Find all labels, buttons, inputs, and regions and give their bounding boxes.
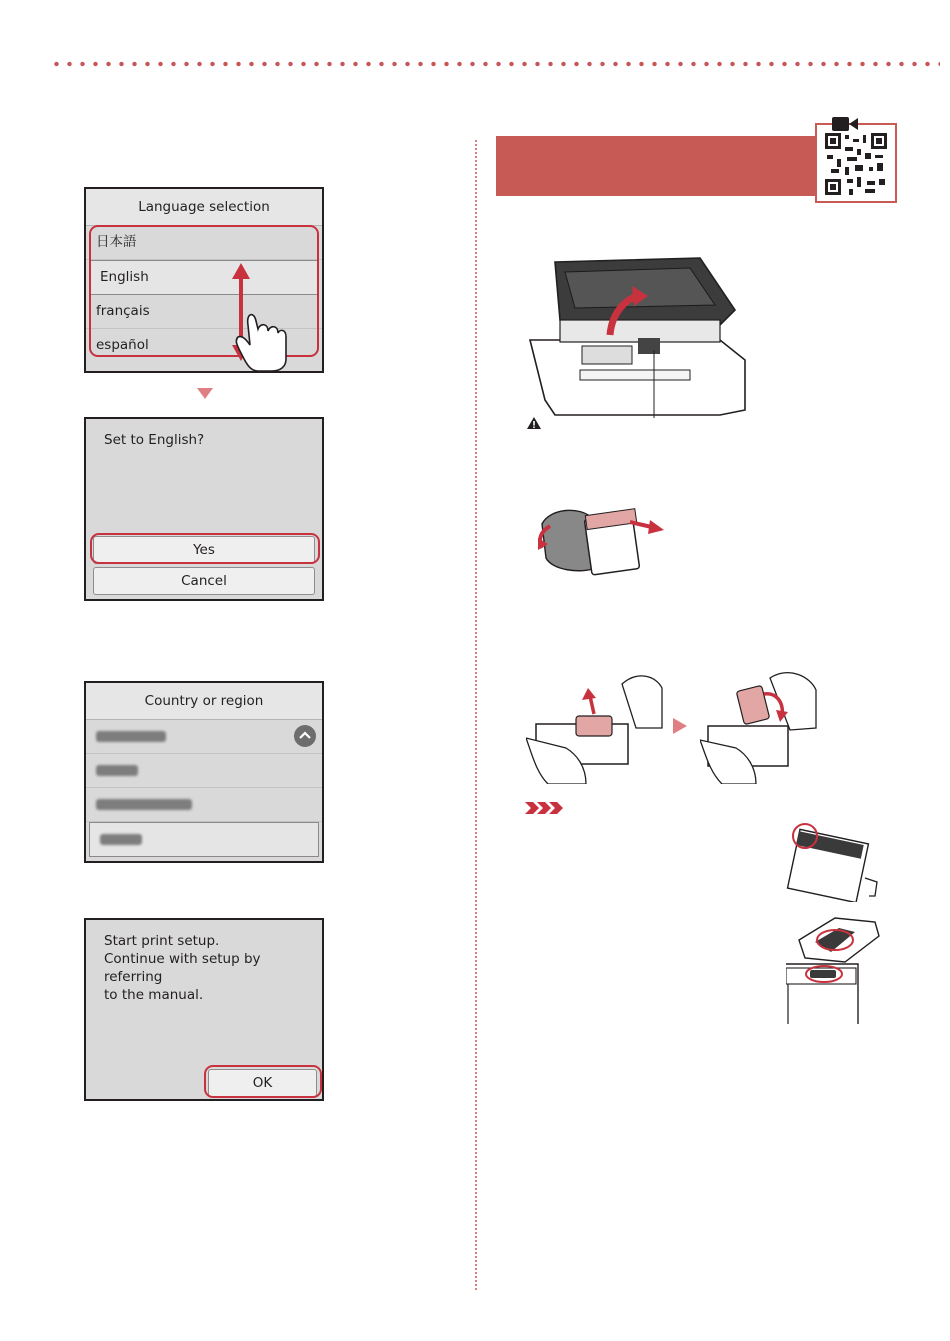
cap-removal-step-1 xyxy=(526,668,666,784)
confirm-language-screen xyxy=(84,417,324,601)
language-selection-screen xyxy=(84,187,324,373)
country-item[interactable] xyxy=(86,788,322,822)
country-region-screen xyxy=(84,681,324,863)
yes-button[interactable]: Yes xyxy=(93,536,315,564)
language-item-english[interactable]: English xyxy=(89,260,319,295)
removed-cap-illustration xyxy=(795,912,881,964)
next-step-arrow-icon xyxy=(673,718,687,734)
language-screen-title: Language selection xyxy=(86,189,322,226)
language-item-french[interactable]: français xyxy=(86,295,322,329)
printer-open-illustration xyxy=(520,250,750,418)
blurred-country-name xyxy=(96,765,138,776)
column-divider xyxy=(475,140,477,1290)
country-item[interactable] xyxy=(86,754,322,788)
ok-button[interactable]: OK xyxy=(208,1069,317,1097)
blurred-country-name xyxy=(96,799,192,810)
confirm-message: Set to English? xyxy=(104,432,205,448)
important-icon xyxy=(525,802,565,814)
scroll-gesture-icon xyxy=(224,263,294,371)
blurred-country-name xyxy=(100,834,142,845)
language-item-spanish[interactable]: español xyxy=(96,337,149,353)
ink-tank-top-illustration xyxy=(785,822,881,902)
language-item-japanese[interactable]: 日本語 xyxy=(86,226,322,260)
country-item[interactable] xyxy=(86,720,322,754)
ink-outlet-illustration xyxy=(786,960,862,1024)
blurred-country-name xyxy=(96,731,166,742)
section-banner xyxy=(496,136,816,196)
video-camera-icon xyxy=(832,116,858,132)
scroll-up-icon[interactable] xyxy=(294,725,316,747)
top-dotted-rule xyxy=(50,60,940,68)
warning-icon xyxy=(527,417,541,429)
ink-tank-unwrap-illustration xyxy=(530,498,670,588)
arrow-down-icon xyxy=(197,388,213,399)
yes-highlight xyxy=(90,533,320,564)
start-setup-screen xyxy=(84,918,324,1101)
cancel-button[interactable]: Cancel xyxy=(93,567,315,595)
country-item-selected[interactable] xyxy=(89,822,319,857)
ok-highlight xyxy=(204,1065,322,1098)
setup-message: Start print setup. Continue with setup by referring to the manual. xyxy=(104,933,261,1003)
country-screen-title: Country or region xyxy=(86,683,322,720)
cap-removal-step-2 xyxy=(700,668,820,784)
qr-code-frame xyxy=(815,123,897,203)
qr-code xyxy=(825,133,887,195)
